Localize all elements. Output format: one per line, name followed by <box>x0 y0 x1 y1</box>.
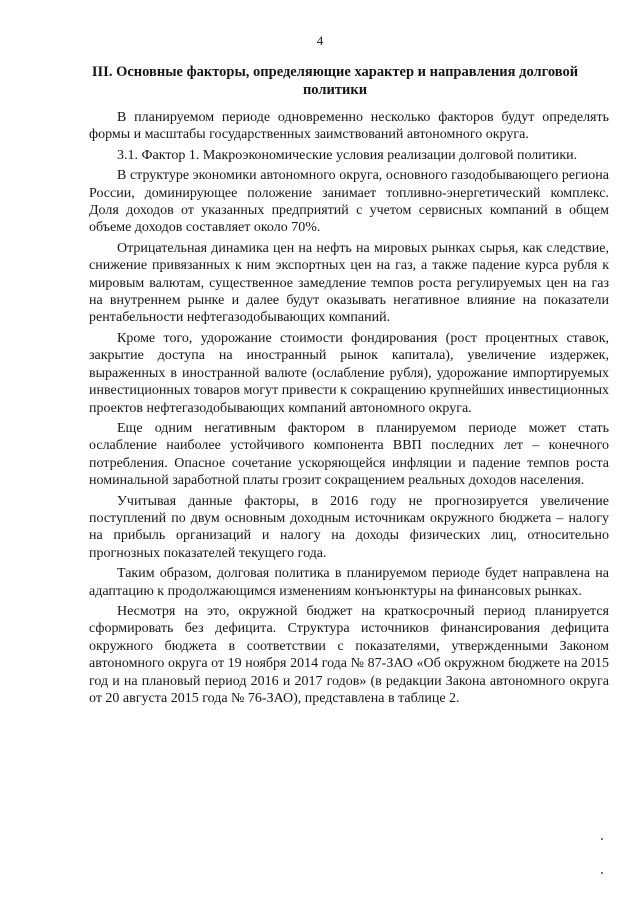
paragraph: В структуре экономики автономного округа, основного газодобывающего региона России, доминирующее положение занимает топливно-энергетический комплекс. Доля доходов от указанных предприятий с учетом сервисных компаний в общем объеме доходов составляет около 70%. <box>89 168 609 236</box>
section-heading: III. Основные факторы, определяющие характер и направления долговой политики <box>91 64 579 98</box>
paragraph: Кроме того, удорожание стоимости фондирования (рост процентных ставок, закрытие доступа на иностранный рынок капитала), увеличение издержек, выраженных в иностранной валюте (ослабление рубля), удорожание импортируемых инвестиционных товаров могут привести к сокращению крупнейших инвестиционных проектов нефтегазодобывающих компаний автономного округа. <box>89 330 609 416</box>
scan-mark <box>601 872 603 874</box>
paragraph: Учитывая данные факторы, в 2016 году не прогнозируется увеличение поступлений по двум основным доходным источникам окружного бюджета – налогу на прибыль организаций и налогу на доходы физических лиц, относительно прогнозных показателей текущего года. <box>89 493 609 561</box>
paragraph: Еще одним негативным фактором в планируемом периоде может стать ослабление наиболее устойчивого компонента ВВП последних лет – конечного потребления. Опасное сочетание ускоряющейся инфляции и падение темпов роста номинальной заработной платы грозит сокращением реальных доходов населения. <box>89 420 609 489</box>
paragraph: Отрицательная динамика цен на нефть на мировых рынках сырья, как следствие, снижение привязанных к ним экспортных цен на газ, а также падение курса рубля к мировым валютам, существенное замедление темпов роста регулируемых цен на газ на внутреннем рынке и далее будут оказывать негативное влияние на показатели рентабельности нефтегазодобывающих компаний. <box>89 240 609 326</box>
body-text <box>89 109 609 710</box>
scan-mark <box>601 838 603 840</box>
paragraph: Таким образом, долговая политика в планируемом периоде будет направлена на адаптацию к продолжающимся изменениям конъюнктуры на финансовых рынках. <box>89 566 609 599</box>
paragraph: В планируемом периоде одновременно несколько факторов будут определять формы и масштабы государственных заимствований автономного округа. <box>89 110 609 143</box>
page-number: 4 <box>316 33 324 48</box>
paragraph: Несмотря на это, окружной бюджет на краткосрочный период планируется сформировать без дефицита. Структура источников финансирования дефицита окружного бюджета в соответствии с показателями, утвержденными Законом автономного округа от 19 ноября 2014 года № 87-ЗАО «Об окружном бюджете на 2015 год и на плановый период 2016 и 2017 годов» (в редакции Закона автономного округа от 20 августа 2015 года № 76-ЗАО), представлена в таблице 2. <box>89 603 609 706</box>
paragraph: 3.1. Фактор 1. Макроэкономические условия реализации долговой политики. <box>117 147 578 163</box>
